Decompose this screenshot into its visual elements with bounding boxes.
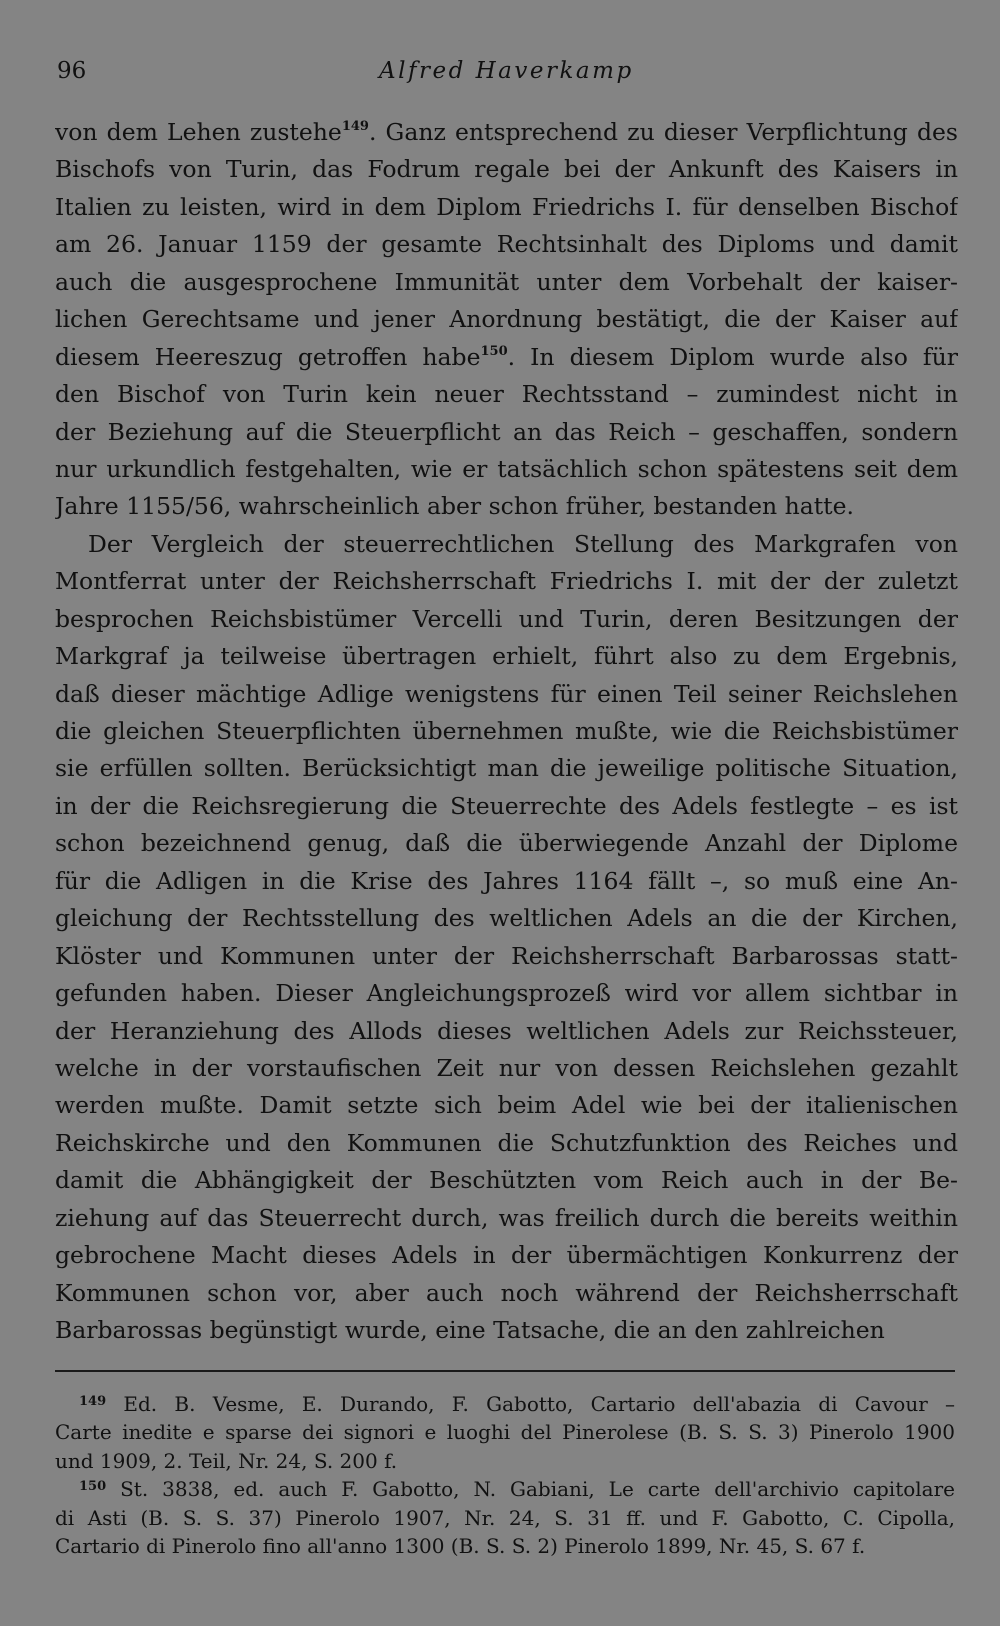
page-header	[57, 58, 957, 92]
text-line: Der Vergleich der steuerrechtlichen Stellung des Markgrafen von	[88, 529, 958, 558]
text-line: sie erfüllen sollten. Berücksichtigt man die jeweilige politische Situation,	[55, 754, 958, 783]
text-line: nur urkundlich festgehalten, wie er tatsächlich schon spätestens seit dem	[55, 454, 958, 483]
running-head: Alfred Haverkamp	[379, 58, 634, 84]
footnote-marker: 149	[79, 1394, 107, 1409]
page-number: 96	[57, 58, 87, 84]
text-line: auch die ausgesprochene Immunität unter dem Vorbehalt der kaiser-	[55, 267, 958, 296]
text-line: diesem Heereszug getroffen habe$^{150}$. In diesem Diplom wurde also für	[55, 342, 958, 371]
text-line: gefunden haben. Dieser Angleichungsprozeß wird vor allem sichtbar in	[55, 979, 958, 1008]
text-line: Reichskirche und den Kommunen die Schutzfunktion des Reiches und	[55, 1128, 958, 1157]
footnote-reference[interactable]: 149	[341, 119, 369, 134]
text-line: von dem Lehen zustehe$^{149}$. Ganz entsprechend zu dieser Verpflichtung des	[55, 118, 958, 146]
footnote-line: Carte inedite e sparse dei signori e luoghi del Pinerolese (B. S. S. 3) Pinerolo 1900	[55, 1420, 955, 1445]
text-line: gleichung der Rechtsstellung des weltlichen Adels an die der Kirchen,	[55, 904, 958, 933]
footnote-marker: 150	[79, 1479, 107, 1495]
text-line: am 26. Januar 1159 der gesamte Rechtsinhalt des Diploms und damit	[55, 230, 958, 259]
footnote-line: und 1909, 2. Teil, Nr. 24, S. 200 f.	[55, 1448, 398, 1473]
text-line: welche in der vorstaufischen Zeit nur von dessen Reichslehen gezahlt	[55, 1053, 958, 1082]
text-line: ziehung auf das Steuerrecht durch, was freilich durch die bereits weithin	[55, 1203, 958, 1232]
footnotes	[55, 1390, 955, 1560]
text-line: damit die Abhängigkeit der Beschützten vom Reich auch in der Be-	[55, 1166, 958, 1195]
text-line: die gleichen Steuerpflichten übernehmen mußte, wie die Reichsbistümer	[55, 717, 958, 745]
text-line: schon bezeichnend genug, daß die überwiegende Anzahl der Diplome	[55, 829, 958, 858]
text-line: Montferrat unter der Reichsherrschaft Friedrichs I. mit der der zuletzt	[55, 567, 958, 596]
body-text	[55, 114, 958, 1349]
text-line: besprochen Reichsbistümer Vercelli und Turin, deren Besitzungen der	[55, 604, 958, 633]
text-line: lichen Gerechtsame und jener Anordnung bestätigt, die der Kaiser auf	[55, 305, 958, 334]
footnote-line: $^{149}$ Ed. B. Vesme, E. Durando, F. Gabotto, Cartario dell'abazia di Cavour –	[79, 1392, 955, 1416]
text-line: Jahre 1155/56, wahrscheinlich aber schon früher, bestanden hatte.	[55, 492, 854, 521]
footnote-line: $^{150}$ St. 3838, ed. auch F. Gabotto, N. Gabiani, Le carte dell'archivio capitolare	[79, 1477, 955, 1502]
text-line: den Bischof von Turin kein neuer Rechtsstand – zumindest nicht in	[55, 380, 958, 409]
footnote-line: di Asti (B. S. S. 37) Pinerolo 1907, Nr. 24, S. 31 ff. und F. Gabotto, C. Cipolla,	[55, 1505, 955, 1530]
text-line: für die Adligen in die Krise des Jahres 1164 fällt –, so muß eine An-	[55, 866, 958, 895]
text-line: Markgraf ja teilweise übertragen erhielt, führt also zu dem Ergebnis,	[55, 642, 958, 671]
text-line: Italien zu leisten, wird in dem Diplom Friedrichs I. für denselben Bischof	[55, 192, 958, 221]
text-line: Barbarossas begünstigt wurde, eine Tatsache, die an den zahlreichen	[55, 1316, 885, 1344]
text-line: der Beziehung auf die Steuerpflicht an das Reich – geschaffen, sondern	[55, 417, 958, 446]
footnote	[55, 1475, 955, 1560]
text-line: Kommunen schon vor, aber auch noch während der Reichsherrschaft	[55, 1278, 958, 1307]
footnote-reference[interactable]: 150	[480, 343, 508, 359]
footnote-line: Cartario di Pinerolo fino all'anno 1300 (B. S. S. 2) Pinerolo 1899, Nr. 45, S. 67 f.	[55, 1533, 866, 1558]
text-line: in der die Reichsregierung die Steuerrechte des Adels festlegte – es ist	[55, 791, 958, 820]
text-line: gebrochene Macht dieses Adels in der übermächtigen Konkurrenz der	[55, 1241, 958, 1270]
text-line: der Heranziehung des Allods dieses weltlichen Adels zur Reichssteuer,	[55, 1016, 958, 1045]
footnote	[55, 1390, 955, 1475]
text-line: werden mußte. Damit setzte sich beim Adel wie bei der italienischen	[55, 1091, 958, 1120]
text-line: Klöster und Kommunen unter der Reichsherrschaft Barbarossas statt-	[55, 941, 958, 970]
text-line: daß dieser mächtige Adlige wenigstens für einen Teil seiner Reichslehen	[55, 679, 958, 708]
footnote-divider	[55, 1370, 955, 1372]
text-line: Bischofs von Turin, das Fodrum regale bei der Ankunft des Kaisers in	[55, 155, 958, 184]
